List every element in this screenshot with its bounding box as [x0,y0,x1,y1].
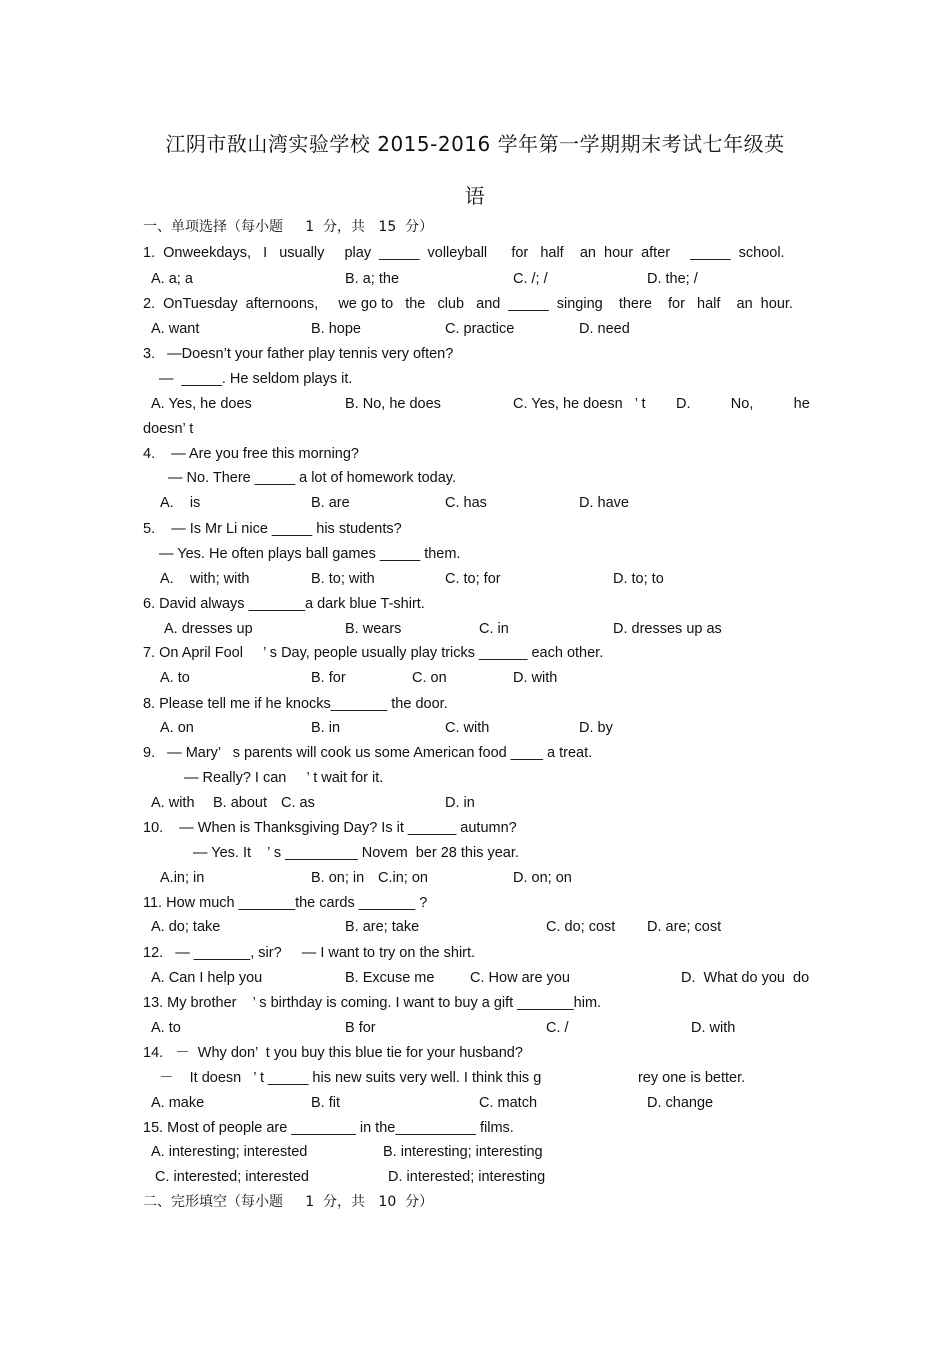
question-10-option-b: B. on; in [311,870,365,886]
question-8-option-b: B. in [311,720,341,736]
question-14-option-d: D. change [647,1095,714,1111]
question-8-stem: 8. Please tell me if he knocks_______ the door. [143,696,448,712]
question-7-option-b: B. for [311,670,346,686]
question-15-option-d: D. interested; interesting [388,1169,546,1185]
question-4-option-d: D. have [579,495,629,511]
question-15-option-a: A. interesting; interested [151,1144,308,1160]
question-5-stem: 5. — Is Mr Li nice _____ his students? [143,521,402,537]
question-3-option-d-cont: doesn’ t [143,421,194,437]
question-14-reply: － It doesn ’ t _____ his new suits very well. I think this g rey one is better. [159,1070,746,1086]
question-1-option-d: D. the; / [647,271,698,287]
question-11-stem: 11. How much _______the cards _______ ? [143,895,428,911]
question-12-stem: 12. — _______, sir? — I want to try on the shirt. [143,945,476,961]
question-4-reply: — No. There _____ a lot of homework today. [168,470,457,486]
question-13-option-c: C. / [546,1020,569,1036]
question-11-option-c: C. do; cost [546,919,616,935]
question-12-option-a: A. Can I help you [151,970,263,986]
question-3-reply: — _____. He seldom plays it. [159,371,353,387]
question-4-option-c: C. has [445,495,487,511]
question-3-option-d: D. No, he [676,396,810,412]
question-6-option-d: D. dresses up as [613,621,722,637]
question-14-option-a: A. make [151,1095,205,1111]
question-15-option-c: C. interested; interested [155,1169,309,1185]
question-4-stem: 4. — Are you free this morning? [143,446,359,462]
exam-title-line1: 江阴市敔山湾实验学校 2015-2016 学年第一学期期末考试七年级英 [165,132,785,156]
question-6-option-a: A. dresses up [164,621,253,637]
question-8-option-c: C. with [445,720,490,736]
question-1-option-c: C. /; / [513,271,548,287]
question-9-option-a: A. with [151,795,195,811]
question-11-option-d: D. are; cost [647,919,722,935]
question-10-stem: 10. — When is Thanksgiving Day? Is it ______ autumn? [143,820,517,836]
question-6-option-b: B. wears [345,621,402,637]
question-14-stem: 14. － Why don’ t you buy this blue tie for your husband? [143,1045,523,1061]
question-2-option-d: D. need [579,321,630,337]
question-1-stem: 1. Onweekdays, I usually play _____ volleyball for half an hour after _____ school. [143,245,785,261]
question-7-option-a: A. to [160,670,190,686]
question-5-option-d: D. to; to [613,571,664,587]
question-3-option-a: A. Yes, he does [151,396,252,412]
question-5-option-b: B. to; with [311,571,375,587]
question-8-option-a: A. on [160,720,194,736]
question-1-option-a: A. a; a [151,271,193,287]
question-12-option-d: D. What do you do [681,970,810,986]
question-11-option-b: B. are; take [345,919,420,935]
question-6-stem: 6. David always _______a dark blue T-shirt. [143,596,425,612]
question-7-option-d: D. with [513,670,558,686]
question-6-option-c: C. in [479,621,509,637]
question-2-option-b: B. hope [311,321,361,337]
question-10-option-d: D. on; on [513,870,572,886]
question-2-option-a: A. want [151,321,200,337]
question-5-option-c: C. to; for [445,571,501,587]
question-13-option-b: B for [345,1020,376,1036]
question-12-option-c: C. How are you [470,970,570,986]
question-5-option-a: A. with; with [160,571,250,587]
question-1-option-b: B. a; the [345,271,400,287]
question-15-stem: 15. Most of people are ________ in the__________ films. [143,1120,514,1136]
section-1-heading: 一、单项选择（每小题 1 分，共 15 分） [143,219,434,235]
question-15-option-b: B. interesting; interesting [383,1144,543,1160]
question-4-option-b: B. are [311,495,350,511]
question-2-option-c: C. practice [445,321,515,337]
exam-title-line2: 语 [464,184,486,208]
question-5-reply: — Yes. He often plays ball games _____ them. [159,546,461,562]
question-10-reply: — Yes. It ’ s _________ Novem ber 28 this year. [193,845,519,861]
question-9-option-d: D. in [445,795,475,811]
question-7-stem: 7. On April Fool ’ s Day, people usually play tricks ______ each other. [143,645,604,661]
question-7-option-c: C. on [412,670,447,686]
question-9-stem: 9. — Mary’ s parents will cook us some American food ____ a treat. [143,745,593,761]
question-4-option-a: A. is [160,495,201,511]
question-10-option-a: A.in; in [160,870,205,886]
question-13-option-d: D. with [691,1020,736,1036]
question-11-option-a: A. do; take [151,919,221,935]
question-10-option-c: C.in; on [378,870,428,886]
question-12-option-b: B. Excuse me [345,970,435,986]
section-2-heading: 二、完形填空（每小题 1 分，共 10 分） [143,1194,434,1210]
question-9-option-c: C. as [281,795,315,811]
question-13-stem: 13. My brother ’ s birthday is coming. I want to buy a gift _______him. [143,995,602,1011]
question-9-reply: — Really? I can ’ t wait for it. [184,770,384,786]
question-3-option-b: B. No, he does [345,396,441,412]
question-2-stem: 2. OnTuesday afternoons, we go to the club and _____ singing there for half an hour. [143,296,793,312]
question-14-option-b: B. fit [311,1095,341,1111]
question-3-option-c: C. Yes, he doesn ’ t [513,396,646,412]
question-9-option-b: B. about [213,795,268,811]
question-8-option-d: D. by [579,720,613,736]
question-3-stem: 3. —Doesn’t your father play tennis very often? [143,346,454,362]
question-13-option-a: A. to [151,1020,181,1036]
question-14-option-c: C. match [479,1095,538,1111]
